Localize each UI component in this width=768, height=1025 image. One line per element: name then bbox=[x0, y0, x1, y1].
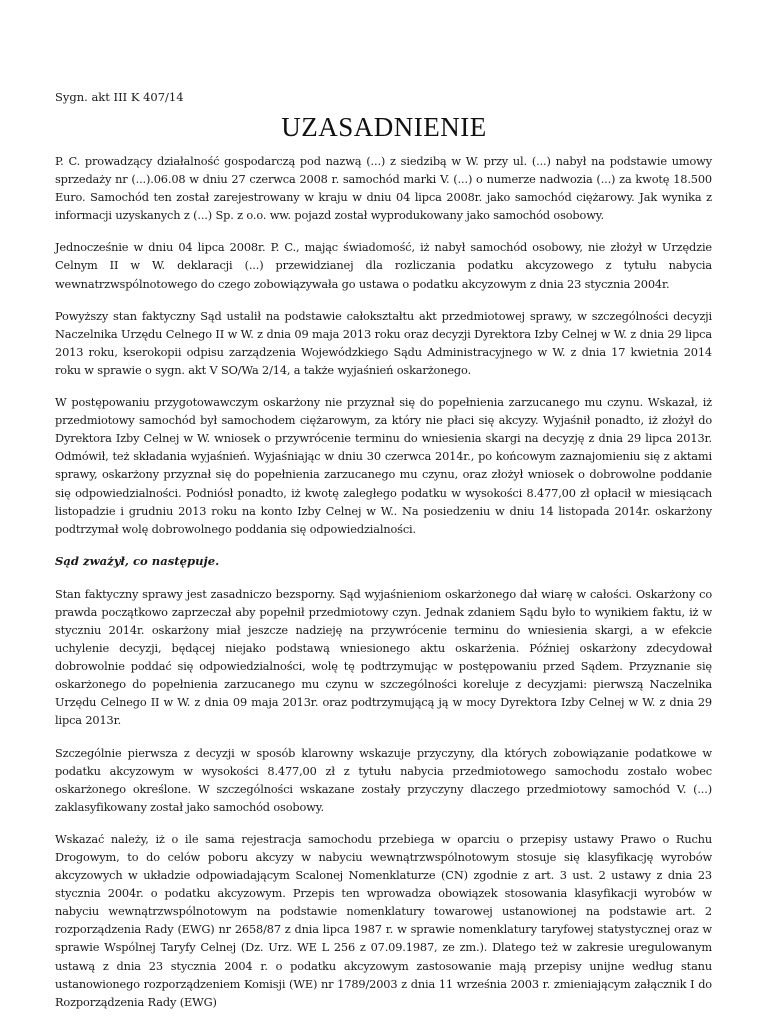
paragraph: P. C. prowadzący działalność gospodarczą pod nazwą (...) z siedzibą w W. przy ul. (...) nabył na podstawie umowy sprzedaży nr (...).06.08 w dniu 27 czerwca 2008 r. samochód marki V. (...) o numerze nadwozia (...) za kwotę 18.500 Euro. Samochód ten został zarejestrowany w kraju w dniu 04 lipca 2008r. jako samochód ciężarowy. Jak wynika z informacji uzyskanych z (...) Sp. z o.o. ww. pojazd został wyprodukowany jako samochód osobowy. bbox=[55, 154, 712, 223]
paragraph: Powyższy stan faktyczny Sąd ustalił na podstawie całokształtu akt przedmiotowej sprawy, w szczególności decyzji Naczelnika Urzędu Celnego II w W. z dnia 09 maja 2013 roku oraz decyzji Dyrektora Izby Celnej w W. z dnia 29 lipca 2013 roku, kserokopii odpisu zarządzenia Wojewódzkiego Sądu Administracyjnego w W. z dnia 17 kwietnia 2014 roku w sprawie o sygn. akt V SO/Wa 2/14, a także wyjaśnień oskarżonego. bbox=[55, 308, 712, 377]
paragraph: Stan faktyczny sprawy jest zasadniczo bezsporny. Sąd wyjaśnieniom oskarżonego dał wiarę w całości. Oskarżony co prawda początkowo zaprzeczał aby popełnił przedmiotowy czyn. Jednak zdaniem Sądu było to wynikiem faktu, iż w styczniu 2014r. oskarżony miał jeszcze nadzieję na przywrócenie terminu do wniesienia skargi, a w efekcie uchylenie decyzji, będącej niejako podstawą wniesionego aktu oskarżenia. Później oskarżony zdecydował dobrowolnie poddać się odpowiedzialności, wolę tę podtrzymując w postępowaniu przed Sądem. Przyznanie się oskarżonego do popełnienia zarzucanego mu czynu w szczególności koreluje z decyzjami: pierwszą Naczelnika Urzędu Celnego II w W. z dnia 09 maja 2013r. oraz podtrzymującą ją w mocy Dyrektora Izby Celnej w W. z dnia 29 lipca 2013r. bbox=[55, 586, 712, 728]
document-title: UZASADNIENIE bbox=[281, 112, 487, 142]
case-signature: Sygn. akt III K 407/14 bbox=[55, 90, 184, 104]
paragraph: Jednocześnie w dniu 04 lipca 2008r. P. C., mając świadomość, iż nabył samochód osobowy, nie złożył w Urzędzie Celnym II w W. deklaracji (...) przewidzianej dla rozliczania podatku akcyzowego z tytułu nabycia wewnatrzwspólnotowego do czego zobowiązywała go ustawa o podatku akcyzowym z dnia 23 stycznia 2004r. bbox=[55, 240, 712, 291]
paragraph: Wskazać należy, iż o ile sama rejestracja samochodu przebiega w oparciu o przepisy ustawy Prawo o Ruchu Drogowym, to do celów poboru akcyzy w nabyciu wewnątrzwspólnotowym stosuje się klasyfikację wyrobów akcyzowych w układzie odpowiadającym Scalonej Nomenklaturze (CN) zgodnie z art. 3 ust. 2 ustawy z dnia 23 stycznia 2004r. o podatku akcyzowym. Przepis ten wprowadza obowiązek stosowania klasyfikacji wyrobów w nabyciu wewnątrzwspólnotowym na podstawie nomenklatury towarowej ustanowionej na podstawie art. 2 rozporządzenia Rady (EWG) nr 2658/87 z dnia lipca 1987 r. w sprawie nomenklatury taryfowej statystycznej oraz w sprawie Wspólnej Taryfy Celnej (Dz. Urz. WE L 256 z 07.09.1987, ze zm.). Dlatego też w zakresie uregulowanym ustawą z dnia 23 stycznia 2004 r. o podatku akcyzowym zastosowanie mają przepisy unijne według stanu ustanowionego rozporządzeniem Komisji (WE) nr 1789/2003 z dnia 11 września 2003 r. zmieniającym załącznik I do Rozporządzenia Rady (EWG) bbox=[55, 831, 712, 1009]
paragraph: W postępowaniu przygotowawczym oskarżony nie przyznał się do popełnienia zarzucanego mu czynu. Wskazał, iż przedmiotowy samochód był samochodem ciężarowym, za który nie płaci się akcyzy. Wyjaśnił ponadto, iż złożył do Dyrektora Izby Celnej w W. wniosek o przywrócenie terminu do wniesienia skargi na decyzję z dnia 29 lipca 2013r. Odmówił, też składania wyjaśnień. Wyjaśniając w dniu 30 czerwca 2014r., po końcowym zaznajomieniu się z aktami sprawy, oskarżony przyznał się do popełnienia zarzucanego mu czynu, oraz złożył wniosek o dobrowolne poddanie się odpowiedzialności. Podniósł ponadto, iż kwotę zaległego podatku w wysokości 8.477,00 zł opłacił w miesiącach listopadzie i grudniu 2013 roku na konto Izby Celnej w W.. Na posiedzeniu w dniu 14 listopada 2014r. oskarżony podtrzymał wolę dobrowolnego poddania się odpowiedzialności. bbox=[55, 395, 712, 536]
paragraph: Szczególnie pierwsza z decyzji w sposób klarowny wskazuje przyczyny, dla których zobowiązanie podatkowe w podatku akcyzowym w wysokości 8.477,00 zł z tytułu nabycia przedmiotowego samochodu zostało wobec oskarżonego określone. W szczególności wskazane zostały przyczyny dlaczego przedmiotowy samochód V. (...) zaklasyfikowany został jako samochód osobowy. bbox=[55, 745, 712, 814]
document-body bbox=[55, 152, 712, 1025]
section-heading: Sąd zważył, co następuje. bbox=[55, 553, 220, 568]
